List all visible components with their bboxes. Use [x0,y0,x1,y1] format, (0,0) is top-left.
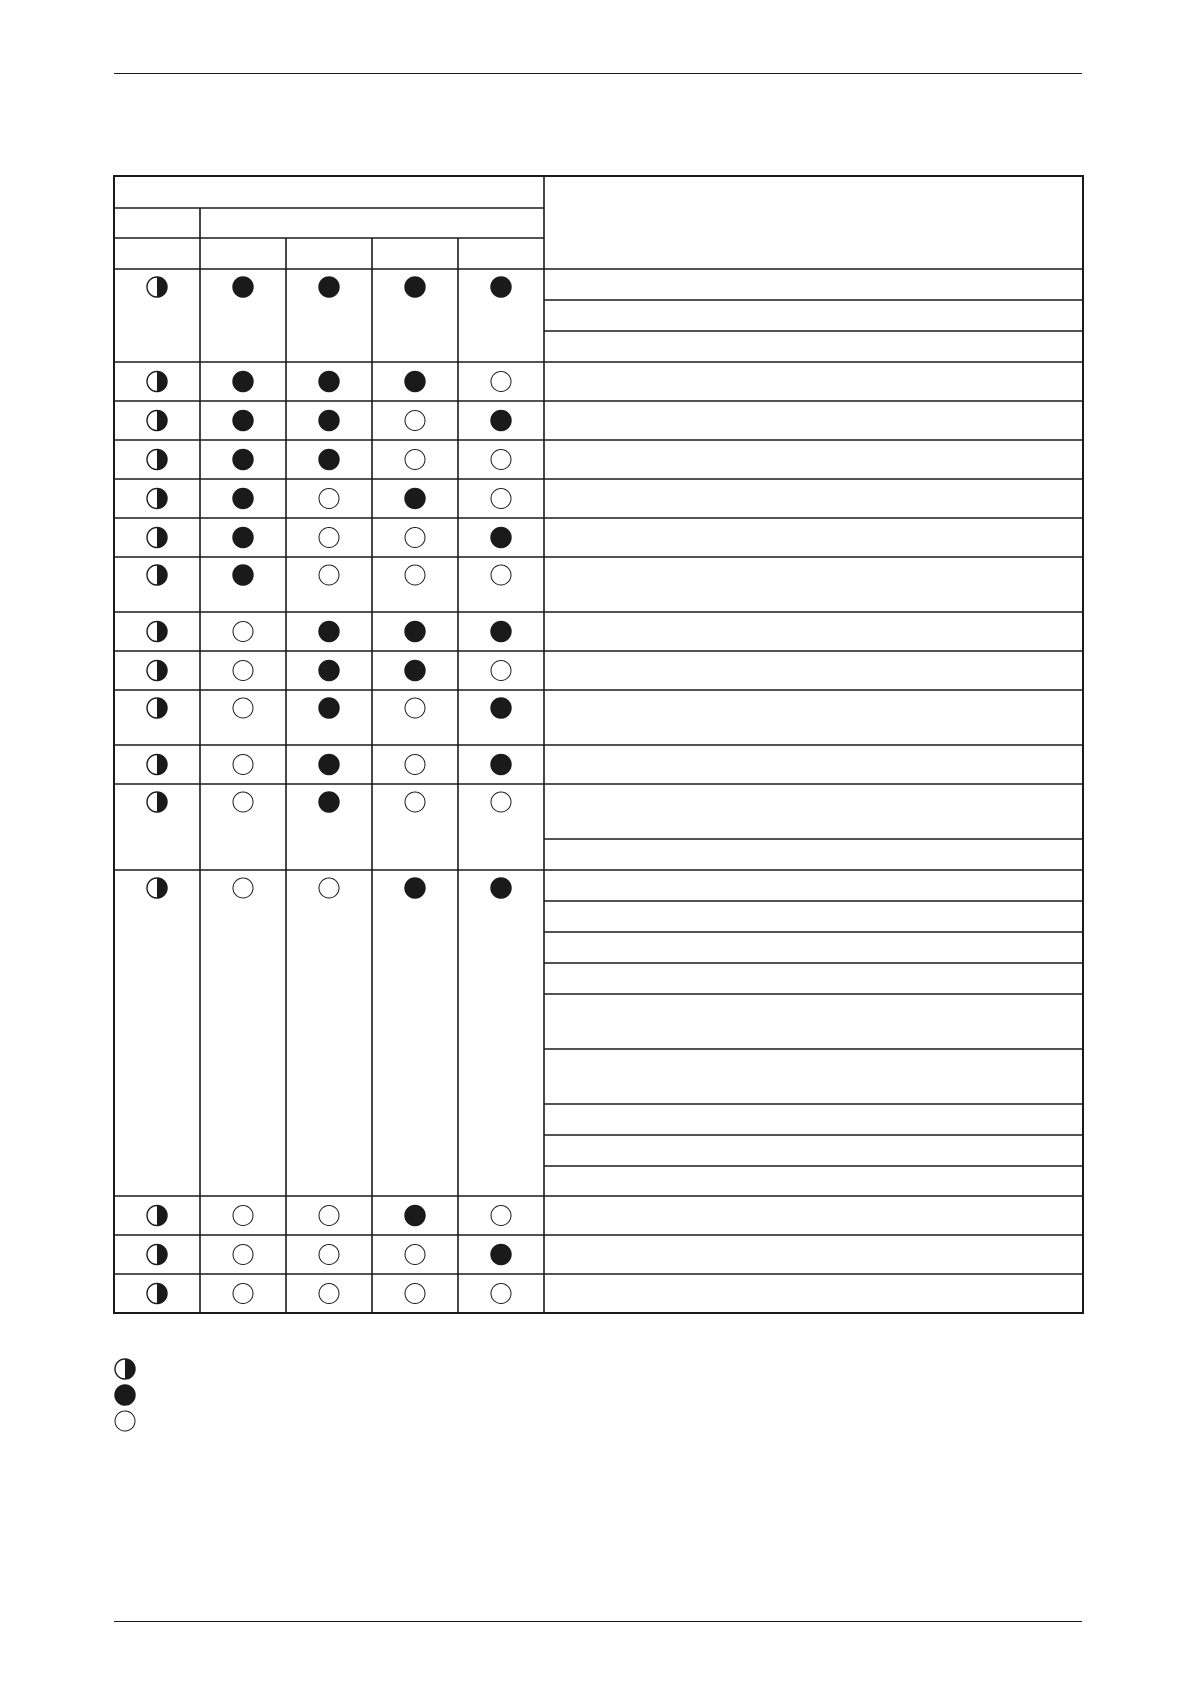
empty-circle-icon [233,622,253,642]
half-circle-icon [147,372,167,392]
empty-circle-icon [491,661,511,681]
filled-circle-icon [319,622,339,642]
filled-circle-icon [319,411,339,431]
empty-circle-icon [114,1410,136,1432]
empty-circle-icon [405,1284,425,1304]
empty-circle-icon [491,450,511,470]
empty-circle-icon [405,792,425,812]
empty-circle-icon [319,878,339,898]
half-circle-icon [147,622,167,642]
filled-circle-icon [405,1206,425,1226]
filled-circle-icon [319,755,339,775]
half-circle-icon [147,565,167,585]
half-circle-icon [114,1358,136,1380]
half-circle-icon [147,450,167,470]
filled-circle-icon [233,411,253,431]
filled-circle-icon [233,528,253,548]
filled-circle-icon [491,528,511,548]
half-circle-icon [147,792,167,812]
filled-circle-icon [233,565,253,585]
half-circle-icon [147,1284,167,1304]
empty-circle-icon [319,528,339,548]
half-circle-icon [147,661,167,681]
empty-circle-icon [233,792,253,812]
empty-circle-icon [405,565,425,585]
filled-circle-icon [405,622,425,642]
half-circle-icon [147,755,167,775]
filled-circle-icon [405,661,425,681]
empty-circle-icon [319,565,339,585]
half-circle-icon [147,878,167,898]
empty-circle-icon [319,489,339,509]
empty-circle-icon [233,1206,253,1226]
filled-circle-icon [319,450,339,470]
filled-circle-icon [233,489,253,509]
half-circle-icon [147,411,167,431]
filled-circle-icon [491,698,511,718]
empty-circle-icon [319,1206,339,1226]
filled-circle-icon [491,1245,511,1265]
half-circle-icon [147,489,167,509]
filled-circle-icon [491,755,511,775]
filled-circle-icon [233,277,253,297]
filled-circle-icon [319,661,339,681]
filled-circle-icon [405,277,425,297]
empty-circle-icon [491,792,511,812]
filled-circle-icon [233,450,253,470]
filled-circle-icon [491,277,511,297]
filled-circle-icon [319,372,339,392]
empty-circle-icon [491,489,511,509]
empty-circle-icon [233,698,253,718]
half-circle-icon [147,277,167,297]
empty-circle-icon [233,1245,253,1265]
empty-circle-icon [491,1206,511,1226]
empty-circle-icon [405,755,425,775]
filled-circle-icon [319,792,339,812]
half-circle-icon [147,698,167,718]
filled-circle-icon [319,277,339,297]
empty-circle-icon [491,1284,511,1304]
filled-circle-icon [405,372,425,392]
empty-circle-icon [233,755,253,775]
empty-circle-icon [405,698,425,718]
filled-circle-icon [405,878,425,898]
filled-circle-icon [491,411,511,431]
half-circle-icon [147,1245,167,1265]
empty-circle-icon [233,661,253,681]
filled-circle-icon [491,878,511,898]
filled-circle-icon [114,1384,136,1406]
empty-circle-icon [233,1284,253,1304]
empty-circle-icon [491,372,511,392]
empty-circle-icon [405,1245,425,1265]
empty-circle-icon [405,411,425,431]
bottom-rule [114,1621,1082,1622]
filled-circle-icon [405,489,425,509]
half-circle-icon [147,528,167,548]
empty-circle-icon [319,1284,339,1304]
empty-circle-icon [319,1245,339,1265]
empty-circle-icon [405,450,425,470]
empty-circle-icon [405,528,425,548]
filled-circle-icon [491,622,511,642]
empty-circle-icon [491,565,511,585]
filled-circle-icon [319,698,339,718]
empty-circle-icon [233,878,253,898]
half-circle-icon [147,1206,167,1226]
filled-circle-icon [233,372,253,392]
